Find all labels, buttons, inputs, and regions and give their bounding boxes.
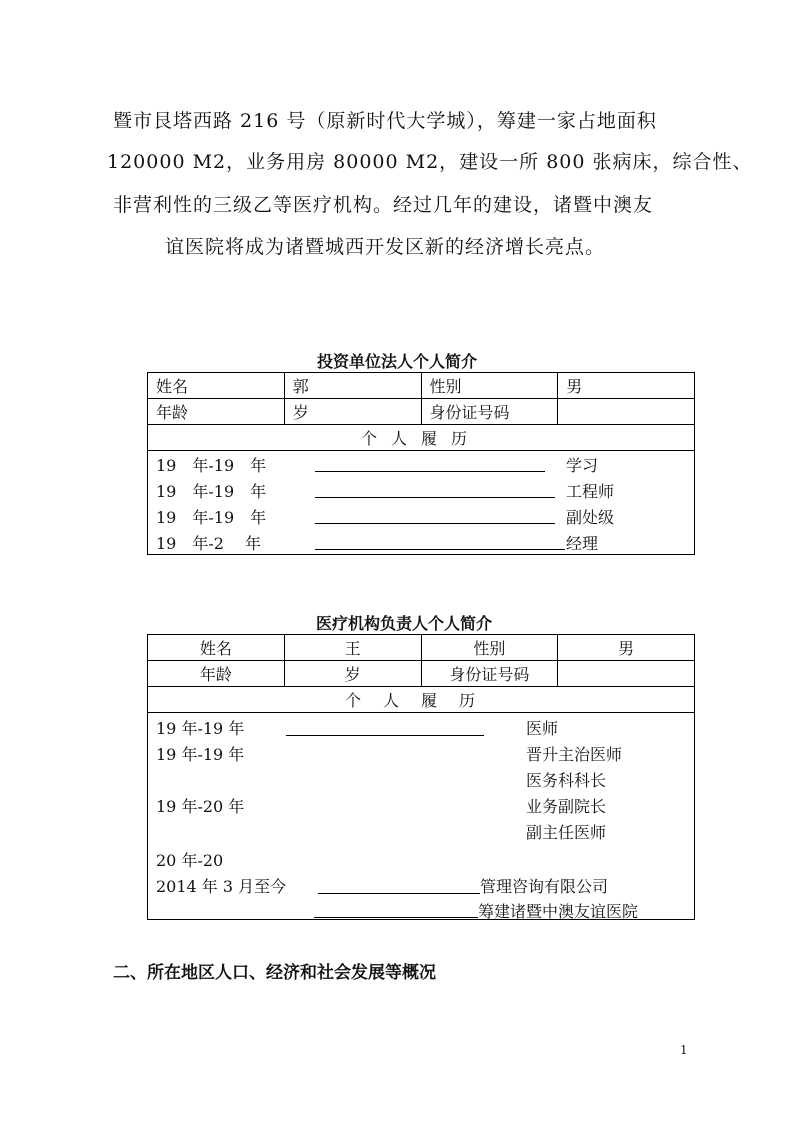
resume-role: 副处级	[566, 508, 615, 527]
resume-cell	[148, 451, 695, 555]
name-label: 姓名	[148, 373, 285, 399]
resume-role: 医师	[526, 719, 559, 738]
name-value: 郭	[284, 373, 421, 399]
resume-role: 副主任医师	[526, 823, 607, 842]
gender-label: 性别	[421, 635, 558, 661]
blank-line	[286, 735, 484, 736]
resume-role: 经理	[566, 534, 599, 553]
resume-role: 业务副院长	[526, 797, 607, 816]
blank-line	[318, 893, 480, 894]
blank-line	[314, 917, 478, 918]
director-profile-table	[147, 634, 695, 920]
resume-period: 19 年-20 年	[156, 797, 245, 816]
resume-period: 19 年-19 年	[156, 719, 245, 738]
gender-value: 男	[558, 373, 695, 399]
resume-role: 晋升主治医师	[526, 745, 623, 764]
section-heading: 二、所在地区人口、经济和社会发展等概况	[113, 963, 436, 983]
age-label: 年龄	[148, 661, 285, 687]
page-number: 1	[680, 1043, 688, 1057]
id-value	[558, 661, 695, 687]
resume-period: 19 年-19 年	[156, 508, 267, 527]
id-label: 身份证号码	[421, 661, 558, 687]
name-value: 王	[284, 635, 421, 661]
age-value: 岁	[284, 661, 421, 687]
resume-header: 个人履历	[148, 687, 695, 713]
resume-role: 筹建诸暨中澳友谊医院	[478, 902, 639, 921]
intro-line-3: 非营利性的三级乙等医疗机构。经过几年的建设，诸暨中澳友	[113, 194, 654, 216]
resume-period: 2014 年 3 月至今	[156, 877, 287, 896]
table2-title: 医疗机构负责人个人简介	[316, 614, 493, 633]
table1-title: 投资单位法人个人简介	[317, 352, 478, 371]
intro-line-2: 120000 M2，业务用房 80000 M2，建设一所 800 张病床，综合性、	[107, 151, 753, 173]
age-value: 岁	[284, 399, 421, 425]
resume-role: 工程师	[566, 482, 615, 501]
id-label: 身份证号码	[421, 399, 558, 425]
resume-period: 20 年-20	[156, 851, 224, 870]
gender-label: 性别	[421, 373, 558, 399]
investor-profile-table	[147, 372, 695, 555]
resume-role: 医务科科长	[526, 771, 607, 790]
resume-header: 个人履历	[148, 425, 695, 451]
intro-line-1: 暨市艮塔西路 216 号（原新时代大学城），筹建一家占地面积	[113, 110, 657, 132]
blank-line	[315, 523, 555, 524]
resume-period: 19 年-2 年	[156, 534, 262, 553]
resume-role: 学习	[566, 456, 599, 475]
blank-line	[315, 549, 565, 550]
blank-line	[315, 497, 555, 498]
resume-period: 19 年-19 年	[156, 482, 267, 501]
resume-period: 19 年-19 年	[156, 745, 245, 764]
resume-role: 管理咨询有限公司	[480, 877, 609, 896]
age-label: 年龄	[148, 399, 285, 425]
blank-line	[315, 471, 545, 472]
gender-value: 男	[558, 635, 695, 661]
resume-period: 19 年-19 年	[156, 456, 267, 475]
intro-line-4: 谊医院将成为诸暨城西开发区新的经济增长亮点。	[165, 236, 606, 258]
resume-cell	[148, 713, 695, 920]
name-label: 姓名	[148, 635, 285, 661]
id-value	[558, 399, 695, 425]
